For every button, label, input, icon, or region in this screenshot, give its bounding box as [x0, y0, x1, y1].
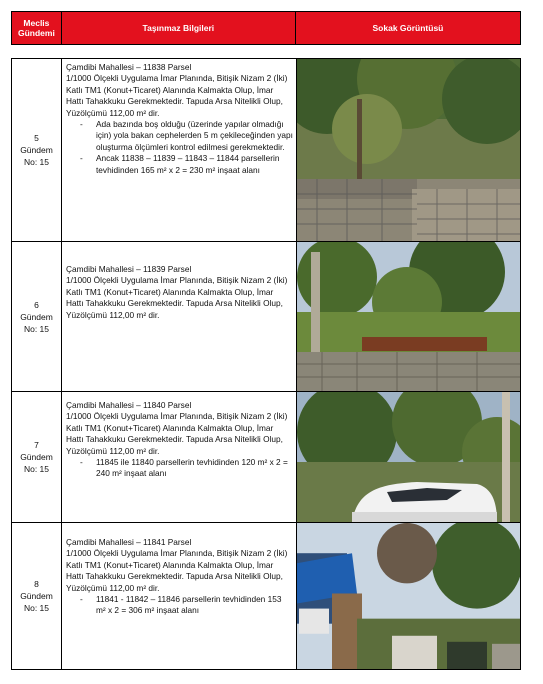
agenda-label: Gündem — [20, 145, 53, 155]
agenda-no: No: 15 — [23, 323, 50, 334]
street-photo — [297, 392, 520, 522]
parcel-title: Çamdibi Mahallesi – 11838 Parsel — [66, 62, 192, 72]
agenda-number: 8 — [34, 579, 39, 589]
note-item: - Ancak 11838 – 11839 – 11843 – 11844 parsellerin tevhidinden 165 m² x 2 = 230 m² inşaat alanı — [80, 153, 293, 176]
parcel-description: 1/1000 Ölçekli Uygulama İmar Planında, Bitişik Nizam 2 (İki) Katlı TM1 (Konut+Ticaret) Alanında Kalmakta Olup, İmar Hattı Tahakkuku Gerekmektedir. Tapuda Arsa Nitelikli Olup, Yüzölçümü 112,00 m² dir. — [66, 275, 288, 320]
street-photo — [297, 523, 520, 669]
agenda-number: 7 — [34, 440, 39, 450]
parcel-table — [11, 58, 521, 670]
table-row — [12, 59, 520, 242]
table-row — [12, 242, 520, 392]
agenda-cell — [12, 392, 62, 522]
note-item: - Ada bazında boş olduğu (üzerinde yapılar olmadığı için) yola bakan cephelerden 5 m çekileceğinden yapı oluşturma ölçümleri kontrol edilmesi gerekmektedir. — [80, 119, 293, 153]
table-row — [12, 392, 520, 523]
agenda-label: Gündem — [20, 311, 53, 322]
agenda-no: No: 15 — [23, 464, 50, 474]
notes-list — [66, 457, 293, 480]
table-header — [11, 11, 521, 45]
street-photo — [297, 242, 520, 391]
parcel-description: 1/1000 Ölçekli Uygulama İmar Planında, Bitişik Nizam 2 (İki) Katlı TM1 (Konut+Ticaret) Alanında Kalmakta Olup, İmar Hattı Tahakkuku Gerekmektedir. Tapuda Arsa Nitelikli Olup, Yüzölçümü 112,00 m² dir. — [66, 548, 288, 593]
header-meclis-gundemi: Meclis Gündemi — [12, 12, 62, 44]
parcel-title: Çamdibi Mahallesi – 11839 Parsel — [66, 264, 192, 274]
agenda-cell — [12, 242, 62, 391]
agenda-number: 5 — [34, 133, 39, 143]
street-photo — [297, 59, 520, 241]
agenda-label: Gündem — [20, 591, 53, 601]
parcel-title: Çamdibi Mahallesi – 11840 Parsel — [66, 400, 192, 410]
agenda-no: No: 15 — [23, 157, 50, 167]
agenda-number: 6 — [34, 299, 39, 310]
parcel-title: Çamdibi Mahallesi – 11841 Parsel — [66, 537, 192, 547]
agenda-cell — [12, 59, 62, 241]
notes-list — [66, 119, 293, 176]
header-tasinmaz-bilgileri: Taşınmaz Bilgileri — [62, 12, 296, 44]
table-row — [12, 523, 520, 669]
parcel-description: 1/1000 Ölçekli Uygulama İmar Planında, Bitişik Nizam 2 (İki) Katlı TM1 (Konut+Ticaret) Alanında Kalmakta Olup, İmar Hattı Tahakkuku Gerekmektedir. Tapuda Arsa Nitelikli Olup, Yüzölçümü 112,00 m² dir. — [66, 411, 288, 456]
parcel-description: 1/1000 Ölçekli Uygulama İmar Planında, Bitişik Nizam 2 (İki) Katlı TM1 (Konut+Ticaret) Alanında Kalmakta Olup, İmar Hattı Tahakkuku Gerekmektedir. Tapuda Arsa Nitelikli Olup, Yüzölçümü 112,00 m² dir. — [66, 73, 288, 118]
notes-list — [66, 594, 293, 617]
property-info — [62, 523, 297, 669]
note-item: - 11841 - 11842 – 11846 parsellerin tevhidinden 153 m² x 2 = 306 m² inşaat alanı — [80, 594, 293, 617]
property-info — [62, 59, 297, 241]
note-item: - 11845 ile 11840 parsellerin tevhidinden 120 m² x 2 = 240 m² inşaat alanı — [80, 457, 293, 480]
property-info — [62, 392, 297, 522]
agenda-cell — [12, 523, 62, 669]
agenda-no: No: 15 — [23, 603, 50, 613]
property-info — [62, 242, 297, 391]
agenda-label: Gündem — [20, 452, 53, 462]
header-sokak-goruntusu: Sokak Görüntüsü — [372, 23, 444, 33]
